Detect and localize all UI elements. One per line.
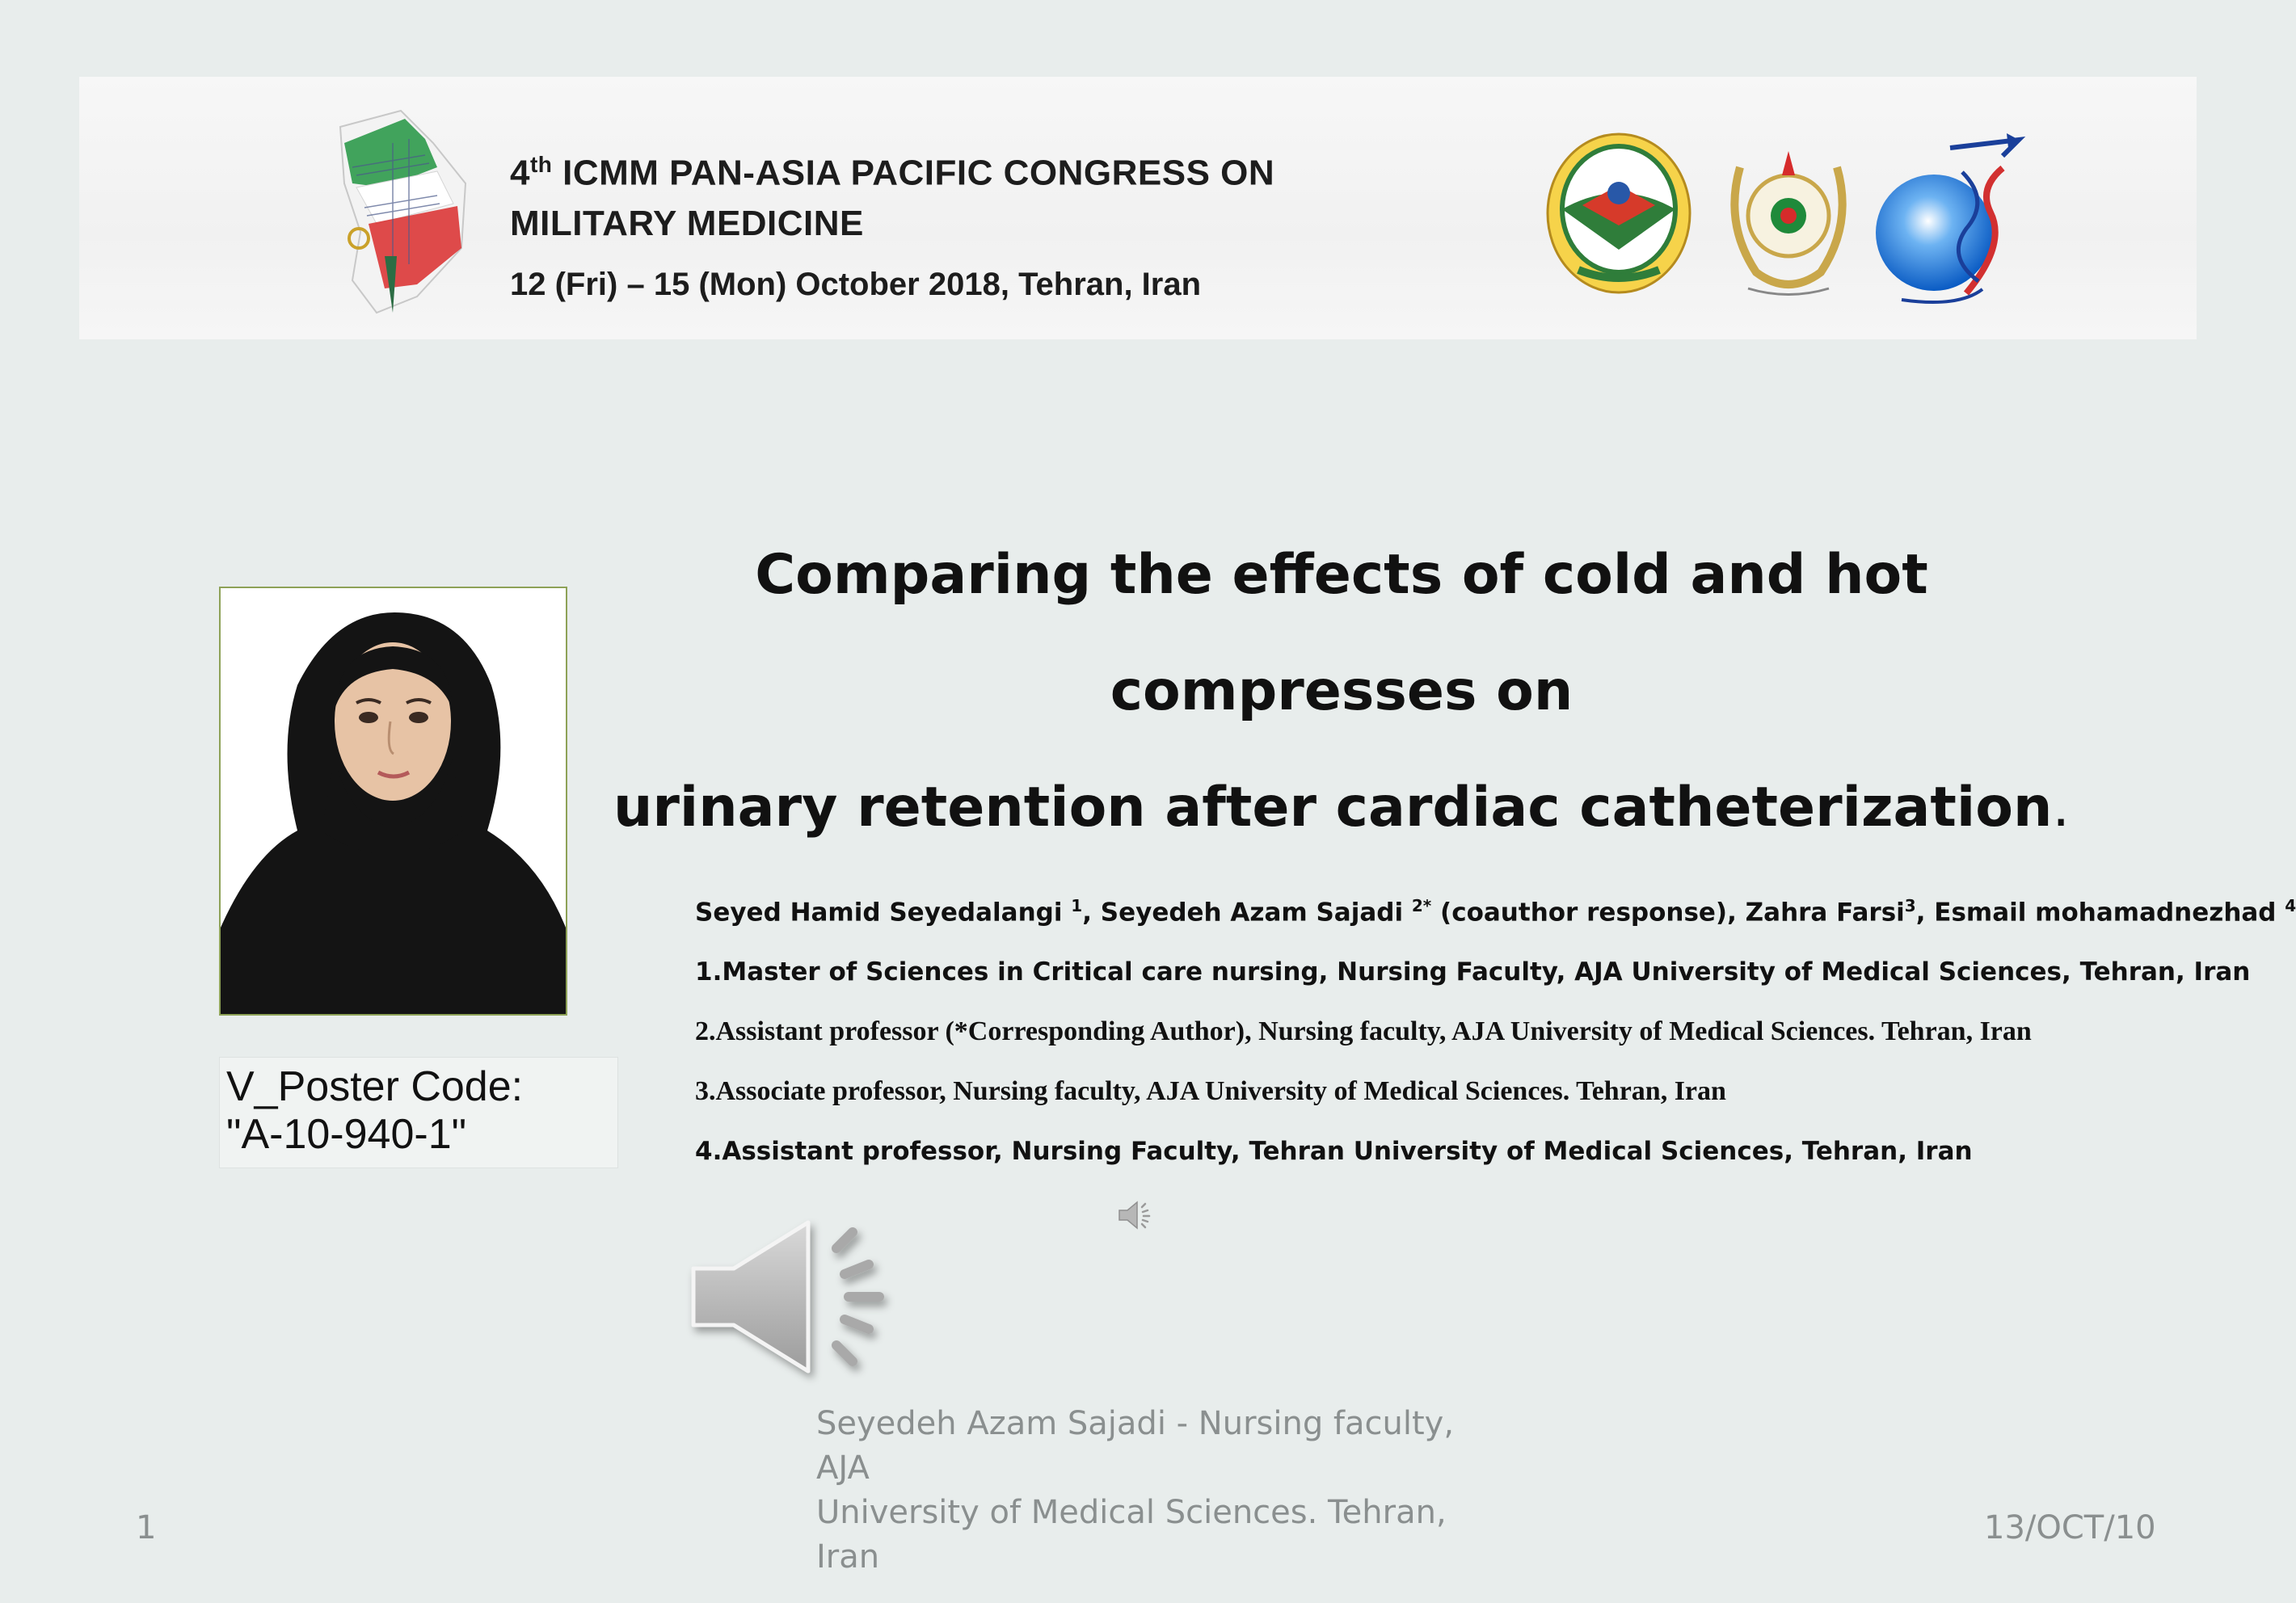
- presenter-footer: [816, 1402, 1503, 1580]
- title-line-1: Comparing the effects of cold and hot compresses on: [755, 543, 1928, 723]
- presenter-line-2: University of Medical Sciences. Tehran, Iran: [816, 1494, 1447, 1576]
- affiliation-4: 4.Assistant professor, Nursing Faculty, Tehran University of Medical Sciences, Tehran, Iran: [695, 1137, 1973, 1167]
- army-seal-icon: [1542, 128, 1696, 298]
- authors-block: [695, 876, 2296, 1181]
- poster-title: [598, 517, 2085, 866]
- medical-globe-icon: [1869, 124, 2031, 305]
- presenter-line-1: Seyedeh Azam Sajadi - Nursing faculty, AJA: [816, 1405, 1455, 1487]
- speaker-icon[interactable]: [1118, 1199, 1153, 1231]
- title-line-2: urinary retention after cardiac catheterization.: [613, 776, 2070, 839]
- congress-banner: [79, 77, 2197, 339]
- author-photo: [219, 587, 567, 1016]
- congress-name-line1: 4th ICMM PAN-ASIA PACIFIC CONGRESS ON: [510, 152, 1275, 193]
- banner-text: [510, 140, 1274, 303]
- affiliation-1: 1.Master of Sciences in Critical care nursing, Nursing Faculty, AJA University of Medical Sciences, Tehran, Iran: [695, 957, 2251, 987]
- slide-date: 13/OCT/10: [1984, 1509, 2156, 1546]
- poster-code-box: [219, 1057, 618, 1168]
- portrait-image: [221, 588, 566, 1014]
- congress-dates: 12 (Fri) – 15 (Mon) October 2018, Tehran, Iran: [510, 266, 1202, 302]
- poster-code-label: V_Poster Code:: [226, 1063, 524, 1110]
- affiliation-2: 2.Assistant professor (*Corresponding Author), Nursing faculty, AJA University of Medical Sciences. Tehran, Iran: [695, 1016, 2032, 1047]
- poster-code-value: "A-10-940-1": [226, 1111, 467, 1158]
- congress-name-line2: MILITARY MEDICINE: [510, 203, 864, 243]
- slide-number: 1: [136, 1509, 157, 1546]
- ministry-seal-icon: [1716, 135, 1861, 305]
- affiliation-3: 3.Associate professor, Nursing faculty, AJA University of Medical Sciences. Tehran, Iran: [695, 1076, 1726, 1107]
- speaker-icon[interactable]: [687, 1216, 913, 1378]
- author-list: Seyed Hamid Seyedalangi $^1$, Seyedeh Azam Sajadi $^{2*}$ (coauthor response), Zahra Farsi$^3$, Esmail mohamadnezhad $^4$: [695, 896, 2296, 928]
